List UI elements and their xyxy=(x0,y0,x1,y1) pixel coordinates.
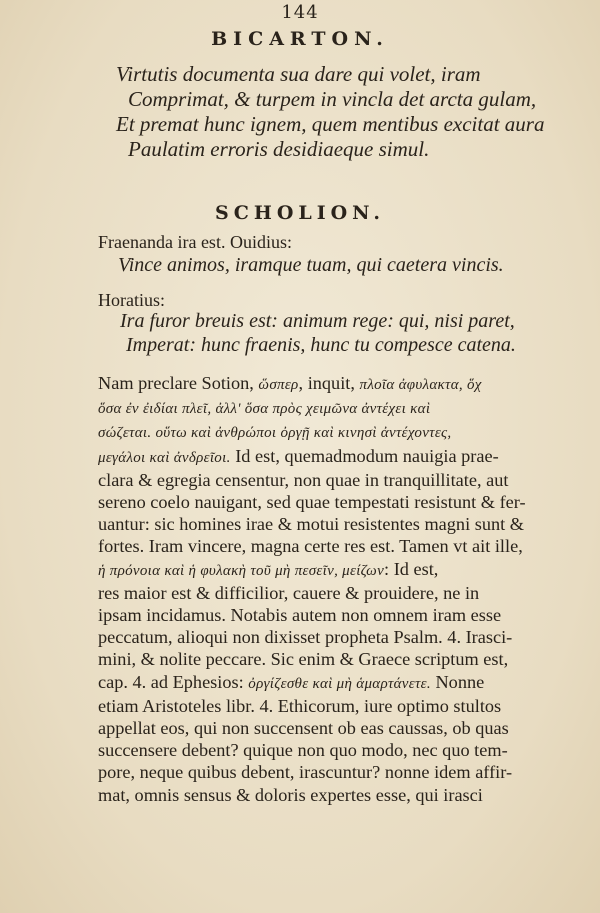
body-line xyxy=(98,445,576,469)
latin-text: uantur: sic homines irae & motui resistentes magni sunt & xyxy=(98,514,524,535)
body-line xyxy=(98,671,576,695)
body-line xyxy=(98,626,576,648)
verse-line: Comprimat, & turpem in vincla det arcta gulam, xyxy=(128,87,537,111)
greek-text: ὀργίζεσθε καὶ μὴ ἁμαρτάνετε. xyxy=(248,675,431,692)
latin-text: appellat eos, qui non succensent ob eas caussas, ob quas xyxy=(98,718,509,739)
verse-line: Virtutis documenta sua dare qui volet, iram xyxy=(116,62,481,86)
latin-text: fortes. Iram vincere, magna certe res est. Tamen vt ait ille, xyxy=(98,536,523,557)
greek-text: σώζεται. οὕτω καὶ ἀνθρώποι ὀργῇ καὶ κινησὶ ἀντέχοντες, xyxy=(98,425,452,442)
body-line xyxy=(98,695,576,717)
latin-text: succensere debent? quique non quo modo, nec quo tem- xyxy=(98,740,508,761)
verse-stanza xyxy=(116,62,576,162)
latin-text: mat, omnis sensus & doloris expertes esse, qui irasci xyxy=(98,784,483,805)
latin-text: : Id est, xyxy=(384,558,439,579)
body-line xyxy=(98,372,576,396)
scholion-body xyxy=(98,372,576,806)
latin-text: ipsam incidamus. Notabis autem non omnem iram esse xyxy=(98,605,502,626)
latin-text: peccatum, alioqui non dixisset propheta Psalm. 4. Irasci- xyxy=(98,627,513,648)
running-title: BICARTON. xyxy=(211,28,389,50)
latin-text: mini, & nolite peccare. Sic enim & Graece scriptum est, xyxy=(98,649,509,670)
verse-line: Paulatim erroris desidiaeque simul. xyxy=(128,137,430,161)
body-line xyxy=(98,469,576,491)
greek-text: μεγάλοι καὶ ἀνδρεῖοι. xyxy=(98,449,231,466)
body-line xyxy=(98,604,576,626)
latin-text: clara & egregia censentur, non quae in tranquillitate, aut xyxy=(98,469,509,490)
body-line xyxy=(98,717,576,739)
body-line xyxy=(98,535,576,557)
body-line xyxy=(98,396,576,420)
ovid-quote: Vince animos, iramque tuam, qui caetera vincis. xyxy=(118,254,504,276)
latin-text: , inquit, xyxy=(298,373,360,393)
latin-text: Id est, quemadmodum nauigia prae- xyxy=(230,445,499,466)
latin-text: pore, neque quibus debent, irascuntur? nonne idem affir- xyxy=(98,762,513,783)
body-line xyxy=(98,648,576,670)
verse-line: Et premat hunc ignem, quem mentibus excitat aura xyxy=(116,112,545,136)
section-heading: SCHOLION. xyxy=(215,202,385,224)
body-line xyxy=(98,582,576,604)
latin-text: Nam preclare Sotion, xyxy=(98,373,259,393)
greek-text: ἡ πρόνοια καὶ ἡ φυλακὴ τοῦ μὴ πεσεῖν, μείζων xyxy=(98,562,385,579)
horace-quote-line: Imperat: hunc fraenis, hunc tu compesce catena. xyxy=(126,334,516,356)
body-line xyxy=(98,513,576,535)
body-line xyxy=(98,739,576,761)
latin-text: res maior est & difficilior, cauere & prouidere, ne in xyxy=(98,582,480,603)
horace-quote-line: Ira furor breuis est: animum rege: qui, nisi paret, xyxy=(120,310,515,332)
body-line xyxy=(98,420,576,444)
body-line xyxy=(98,784,576,806)
body-line xyxy=(98,558,576,582)
body-line xyxy=(98,491,576,513)
greek-text: ὅσα ἐν ἐιδίαι πλεῖ, ἀλλ' ὅσα πρὸς χειμῶνα ἀντέχει καὶ xyxy=(98,401,431,418)
ovid-citation: Fraenanda ira est. Ouidius: xyxy=(98,232,292,252)
latin-text: sereno coelo nauigant, sed quae tempestati resistunt & fer- xyxy=(98,492,526,513)
page-number: 144 xyxy=(281,2,319,23)
latin-text: etiam Aristoteles libr. 4. Ethicorum, iure optimo stultos xyxy=(98,695,502,716)
horace-citation: Horatius: xyxy=(98,290,165,310)
latin-text: cap. 4. ad Ephesios: xyxy=(98,671,249,692)
greek-text: ὥσπερ xyxy=(258,377,299,393)
greek-text: πλοῖα ἀφυλακτα, ὅχ xyxy=(359,377,482,393)
body-line xyxy=(98,761,576,783)
latin-text: Nonne xyxy=(430,671,485,692)
